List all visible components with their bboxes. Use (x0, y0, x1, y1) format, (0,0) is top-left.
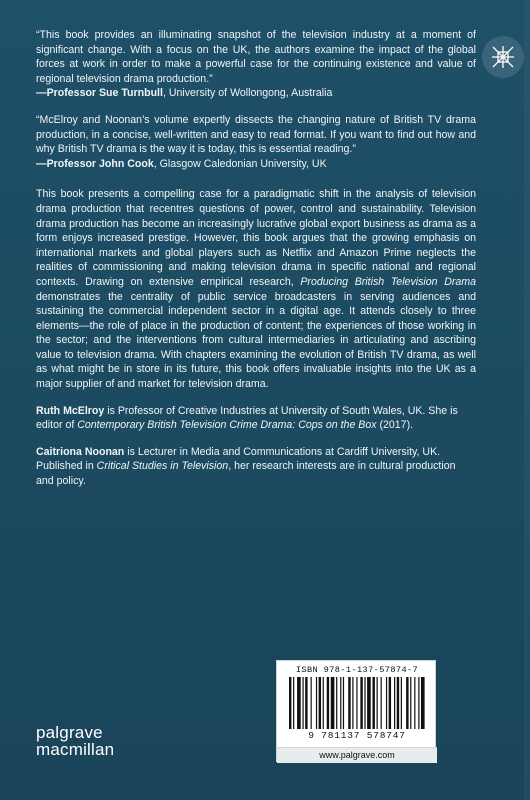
publisher-line-1: palgrave (36, 723, 103, 742)
attrib-name: —Professor Sue Turnbull (36, 87, 163, 100)
bio-text-end: (2017). (376, 419, 414, 432)
barcode-bar (389, 677, 391, 729)
bio-text: is Professor of Creative Industries at University of South Wales, UK. She is editor of (36, 404, 458, 432)
author-name: Caitriona Noonan (36, 445, 125, 458)
author-name: Ruth McElroy (36, 404, 105, 417)
book-description (36, 187, 476, 391)
barcode-bar (421, 677, 425, 729)
endorsement-quote-1 (36, 28, 476, 101)
publisher-line-2: macmillan (36, 740, 115, 759)
description-part-1: This book presents a compelling case for a paradigmatic shift in the analysis of television drama production that recentres questions of power, control and sustainability. Television drama production has become an increasingly lucrative global export business as drama as a form enjoys increased prestige. However, this book argues that the growing emphasis on international markets and global players such as Netflix and Amazon Prime neglects the realities of commissioning and making television drama in specific national and regional contexts. Drawing on extensive empirical research, (36, 188, 476, 288)
isbn-barcode (276, 660, 436, 762)
barcode-bar (397, 677, 399, 729)
barcode-bar (343, 677, 344, 729)
spine-edge (524, 0, 530, 800)
barcode-bar (340, 677, 341, 729)
barcode-bar (360, 677, 362, 729)
barcode-bar (352, 677, 353, 729)
barcode-bar (406, 677, 408, 729)
barcode-bar (297, 677, 301, 729)
attrib-name: —Professor John Cook (36, 157, 154, 170)
author-bio-2 (36, 445, 476, 489)
attrib-affiliation: , University of Wollongong, Australia (162, 87, 333, 100)
quote-text: “This book provides an illuminating snapshot of the television industry at a moment of significant change. With a focus on the UK, the authors examine the impact of the global forces at work in order to make a powerful case for the continuing existence and value of regional television drama production.” (36, 29, 476, 85)
description-part-2: demonstrates the centrality of public service broadcasters in serving audiences and sustaining the commercial independent sector in a digital age. It attends closely to three elements—the role of place in the production of content; the experiences of those working in the sector; and the interventions from cultural intermediaries in articulating and ascribing value to television drama. With chapters examining the evolution of British TV drama, as well as what might be in store in its future, this book offers invaluable insights into the UK as a major supplier of and market for television drama. (36, 290, 476, 391)
barcode-bar (323, 677, 324, 729)
barcode-bar (302, 677, 303, 729)
barcode-bar (336, 677, 337, 729)
quote-attribution (36, 86, 476, 101)
book-title: Producing British Television Drama (300, 275, 476, 288)
bio-text: is Lecturer in Media and Communications at Cardiff University, UK. Published in (36, 445, 441, 473)
attrib-affiliation: , Glasgow Caledonian University, UK (153, 157, 327, 170)
bio-italic: Contemporary British Television Crime Drama: Cops on the Box (77, 419, 377, 432)
barcode-bar (348, 677, 350, 729)
barcode-bar (372, 677, 374, 729)
barcode-bar (401, 677, 402, 729)
barcode-bar (293, 677, 294, 729)
barcode-bar (356, 677, 357, 729)
barcode-bar (316, 677, 317, 729)
publisher-url: www.palgrave.com (277, 747, 437, 763)
bio-italic: Critical Studies in Television (96, 460, 229, 473)
barcode-bar (410, 677, 411, 729)
bio-text-end: , her research interests are in cultural production and policy. (36, 460, 456, 488)
barcode-bar (377, 677, 378, 729)
barcode-bar (386, 677, 387, 729)
barcode-bars (287, 677, 427, 733)
barcode-bar (305, 677, 307, 729)
quote-attribution (36, 157, 476, 172)
quote-text: “McElroy and Noonan’s volume expertly dissects the changing nature of British TV drama production, in a concise, well-written and easy to read format. If you want to find out how and why British TV drama is the way it is today, this is essential reading.” (36, 113, 476, 156)
barcode-bar (289, 677, 291, 729)
barcode-bar (319, 677, 321, 729)
barcode-bar (367, 677, 371, 729)
isbn-label: ISBN 978-1-137-57874-7 (295, 665, 419, 675)
barcode-bar (394, 677, 395, 729)
author-bio-1 (36, 404, 476, 433)
barcode-bar (331, 677, 335, 729)
springer-nature-logo-icon (482, 36, 524, 78)
barcode-bar (364, 677, 365, 729)
barcode-bar (381, 677, 382, 729)
barcode-digits: 9 781137 578747 (308, 730, 406, 741)
cover-text (36, 28, 476, 501)
barcode-bar (418, 677, 419, 729)
endorsement-quote-2 (36, 113, 476, 171)
barcode-bar (414, 677, 415, 729)
publisher-logo (36, 724, 114, 758)
barcode-bar (327, 677, 329, 729)
barcode-bar (311, 677, 312, 729)
